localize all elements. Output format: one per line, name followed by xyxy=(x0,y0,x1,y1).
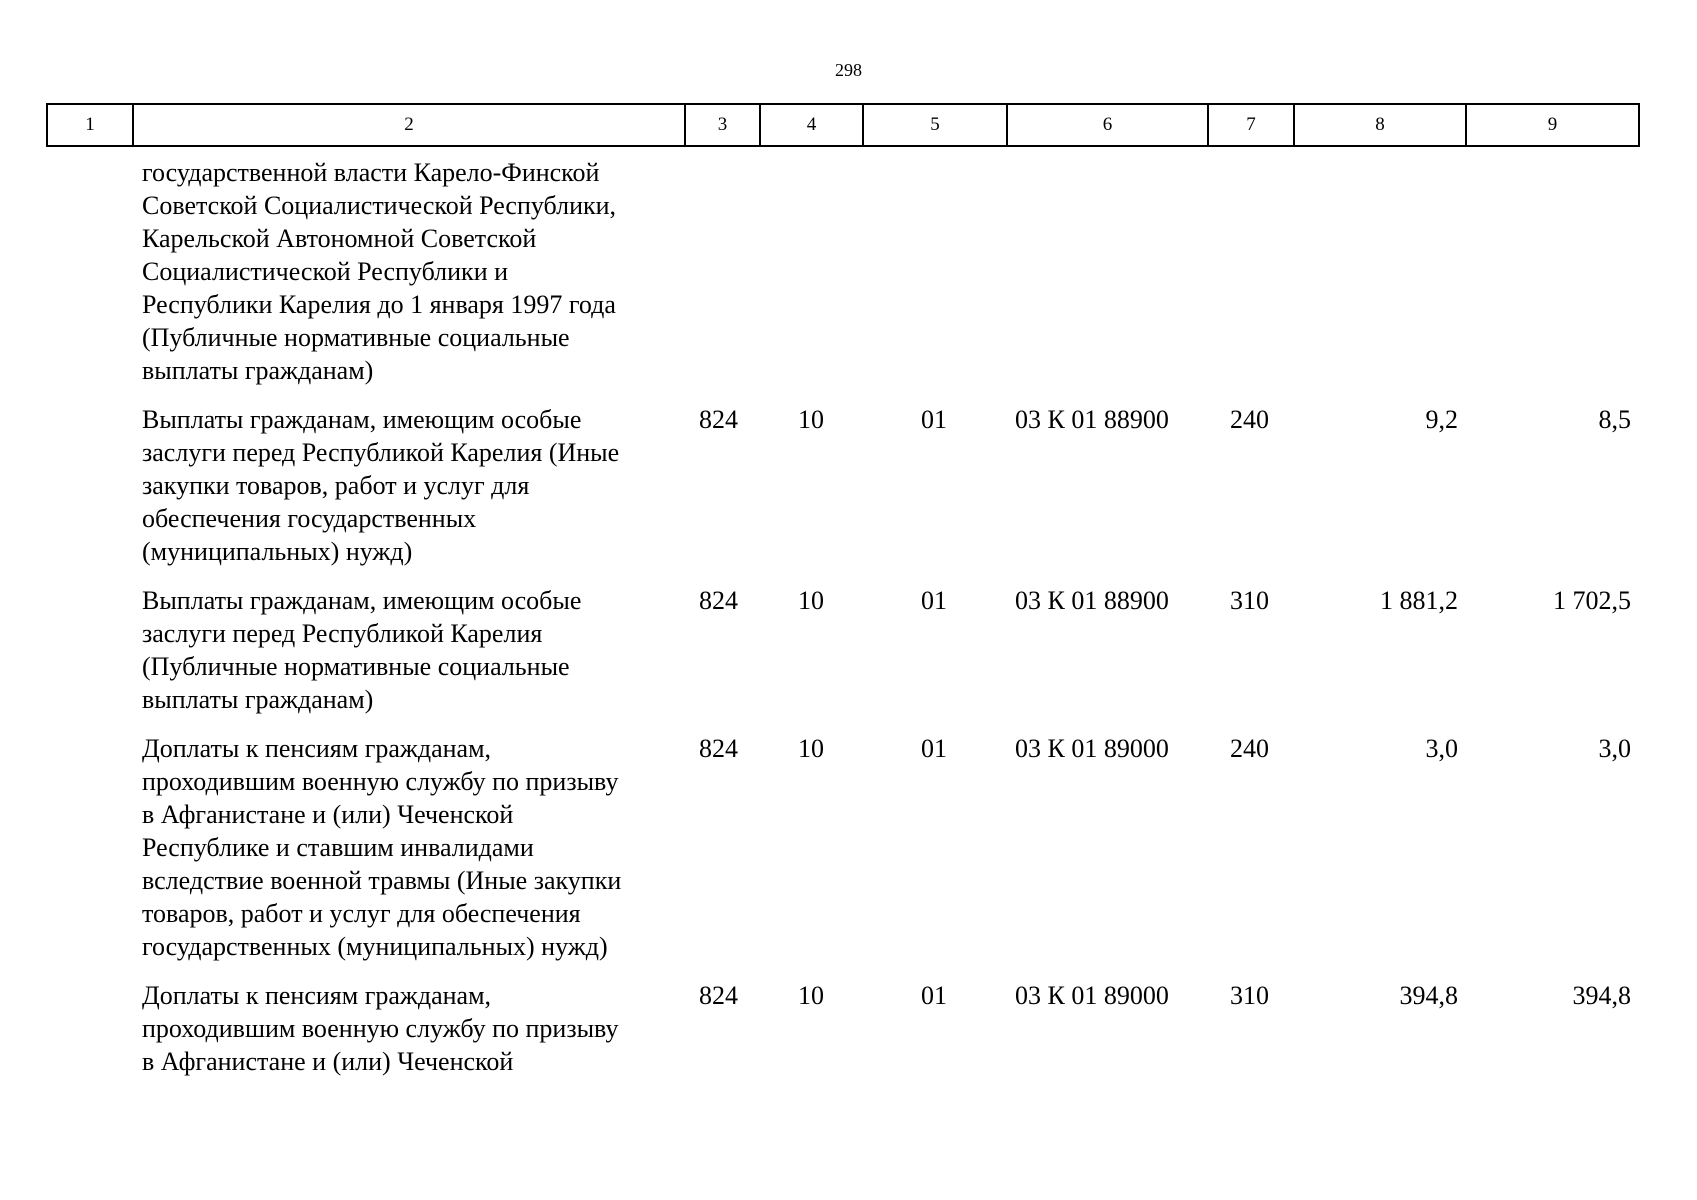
ministry-code-cell: 824 xyxy=(699,734,738,763)
description-line: заслуги перед Республикой Карелия (Иные xyxy=(142,438,620,467)
description-line: закупки товаров, работ и услуг для xyxy=(142,471,530,500)
description-line: (Публичные нормативные социальные xyxy=(142,652,570,681)
description-cell xyxy=(133,979,685,1094)
description-line: проходившим военную службу по призыву xyxy=(142,767,619,796)
description-line: Социалистической Республики и xyxy=(142,257,509,286)
row-number-cell xyxy=(47,979,133,1094)
table-header-row xyxy=(47,104,1639,146)
row-number-cell xyxy=(47,146,133,403)
expense-type-cell xyxy=(1208,146,1294,403)
column-header: 3 xyxy=(685,104,760,146)
sum-year1-cell: 9,2 xyxy=(1425,405,1458,434)
sum-year1-cell: 3,0 xyxy=(1425,734,1458,763)
column-header: 1 xyxy=(47,104,133,146)
column-header: 5 xyxy=(863,104,1007,146)
subsection-cell: 01 xyxy=(921,405,947,434)
sum-year1-cell xyxy=(1294,146,1466,403)
table-row xyxy=(47,146,1639,403)
description-line: Доплаты к пенсиям гражданам, xyxy=(142,981,492,1010)
subsection-cell: 01 xyxy=(921,586,947,615)
description-line: государственной власти Карело-Финской xyxy=(142,158,600,187)
description-cell xyxy=(133,584,685,732)
page-number: 298 xyxy=(835,60,862,80)
description-line: Карельской Автономной Советской xyxy=(142,224,537,253)
ministry-code-cell: 824 xyxy=(699,586,738,615)
target-article-cell: 03 К 01 88900 xyxy=(1015,586,1169,615)
description-line: вследствие военной травмы (Иные закупки xyxy=(142,866,622,895)
column-header: 9 xyxy=(1466,104,1639,146)
description-line: (муниципальных) нужд) xyxy=(142,537,413,566)
target-article-cell: 03 К 01 89000 xyxy=(1015,734,1169,763)
table-row xyxy=(47,403,1639,584)
target-article-cell xyxy=(1007,146,1208,403)
table-row xyxy=(47,584,1639,732)
subsection-cell xyxy=(863,146,1007,403)
ministry-code-cell: 824 xyxy=(699,405,738,434)
column-header: 2 xyxy=(133,104,685,146)
subsection-cell: 01 xyxy=(921,981,947,1010)
expense-type-cell: 240 xyxy=(1230,734,1269,763)
ministry-code-cell xyxy=(685,146,760,403)
description-line: в Афганистане и (или) Чеченской xyxy=(142,800,514,829)
sum-year2-cell: 8,5 xyxy=(1598,405,1631,434)
description-line: заслуги перед Республикой Карелия xyxy=(142,619,543,648)
sum-year1-cell: 394,8 xyxy=(1399,981,1458,1010)
ministry-code-cell: 824 xyxy=(699,981,738,1010)
section-cell: 10 xyxy=(798,405,824,434)
description-line: (Публичные нормативные социальные xyxy=(142,323,570,352)
column-header: 8 xyxy=(1294,104,1466,146)
description-line: Доплаты к пенсиям гражданам, xyxy=(142,734,492,763)
target-article-cell: 03 К 01 89000 xyxy=(1015,981,1169,1010)
description-line: проходившим военную службу по призыву xyxy=(142,1014,619,1043)
description-line: в Афганистане и (или) Чеченской xyxy=(142,1047,514,1076)
description-cell xyxy=(133,146,685,403)
section-cell: 10 xyxy=(798,981,824,1010)
description-line: Выплаты гражданам, имеющим особые xyxy=(142,586,582,615)
column-header: 7 xyxy=(1208,104,1294,146)
description-cell xyxy=(133,403,685,584)
description-line: выплаты гражданам) xyxy=(142,685,374,714)
description-line: государственных (муниципальных) нужд) xyxy=(142,932,608,961)
expense-type-cell: 310 xyxy=(1230,981,1269,1010)
description-cell xyxy=(133,732,685,979)
sum-year2-cell: 3,0 xyxy=(1598,734,1631,763)
table-row xyxy=(47,979,1639,1094)
table-row xyxy=(47,732,1639,979)
description-line: Советской Социалистической Республики, xyxy=(142,191,617,220)
expense-type-cell: 310 xyxy=(1230,586,1269,615)
description-line: Республике и ставшим инвалидами xyxy=(142,833,534,862)
budget-table xyxy=(46,103,1640,1094)
sum-year1-cell: 1 881,2 xyxy=(1380,586,1458,615)
row-number-cell xyxy=(47,584,133,732)
column-header: 6 xyxy=(1007,104,1208,146)
description-line: Республики Карелия до 1 января 1997 года xyxy=(142,290,616,319)
sum-year2-cell: 1 702,5 xyxy=(1553,586,1631,615)
target-article-cell: 03 К 01 88900 xyxy=(1015,405,1169,434)
row-number-cell xyxy=(47,403,133,584)
description-line: товаров, работ и услуг для обеспечения xyxy=(142,899,581,928)
sum-year2-cell: 394,8 xyxy=(1572,981,1631,1010)
description-line: выплаты гражданам) xyxy=(142,356,374,385)
section-cell: 10 xyxy=(798,586,824,615)
sum-year2-cell xyxy=(1466,146,1639,403)
expense-type-cell: 240 xyxy=(1230,405,1269,434)
row-number-cell xyxy=(47,732,133,979)
description-line: обеспечения государственных xyxy=(142,504,477,533)
column-header: 4 xyxy=(760,104,863,146)
subsection-cell: 01 xyxy=(921,734,947,763)
section-cell: 10 xyxy=(798,734,824,763)
section-cell xyxy=(760,146,863,403)
description-line: Выплаты гражданам, имеющим особые xyxy=(142,405,582,434)
